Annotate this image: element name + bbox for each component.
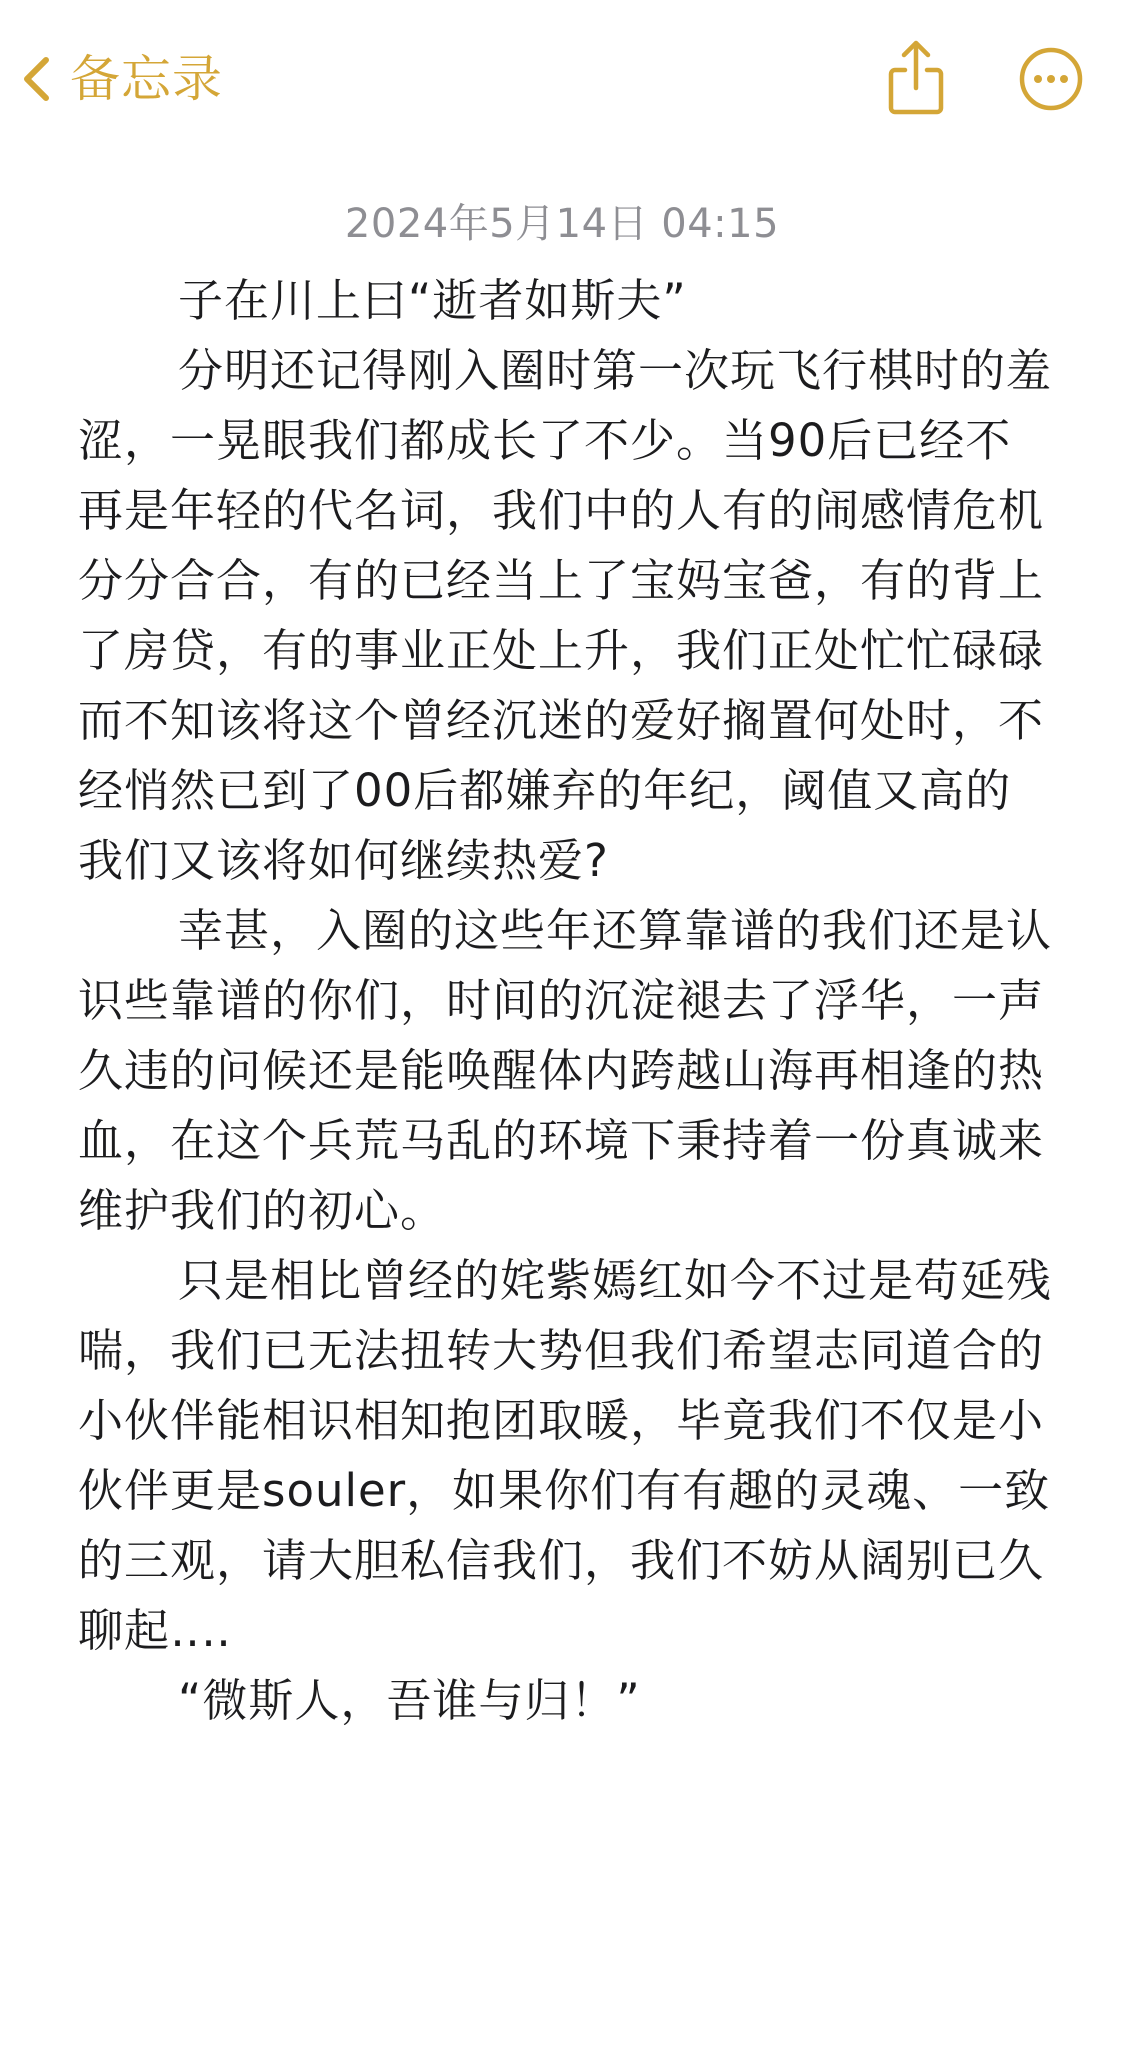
- share-button[interactable]: [886, 38, 946, 118]
- note-paragraph: 幸甚，入圈的这些年还算靠谱的我们还是认识些靠谱的你们，时间的沉淀褪去了浮华，一声久违的问候还是能唤醒体内跨越山海再相逢的热血，在这个兵荒马乱的环境下秉持着一份真诚来维护我们的初心。: [78, 904, 1053, 1237]
- note-paragraph: “微斯人，吾谁与归！”: [178, 1674, 641, 1727]
- back-button[interactable]: [22, 48, 223, 110]
- more-icon: [1018, 46, 1084, 112]
- chevron-left-icon: [22, 56, 50, 102]
- note-body[interactable]: [78, 266, 1054, 1736]
- note-paragraph: 分明还记得刚入圈时第一次玩飞行棋时的羞涩，一晃眼我们都成长了不少。当90后已经不再是年轻的代名词，我们中的人有的闹感情危机分分合合，有的已经当上了宝妈宝爸，有的背上了房贷，有的事业正处上升，我们正处忙忙碌碌而不知该将这个曾经沉迷的爱好搁置何处时，不经悄然已到了00后都嫌弃的年纪，阈值又高的我们又该将如何继续热爱?: [78, 344, 1053, 887]
- note-date: 2024年5月14日 04:15: [344, 201, 780, 247]
- share-icon: [886, 38, 946, 118]
- note-paragraph: 只是相比曾经的姹紫嫣红如今不过是苟延残喘，我们已无法扭转大势但我们希望志同道合的小伙伴能相识相知抱团取暖，毕竟我们不仅是小伙伴更是souler，如果你们有有趣的灵魂、一致的三观，请大胆私信我们，我们不妨从阔别已久聊起‥‥: [78, 1254, 1053, 1657]
- back-button-label: 备忘录: [70, 50, 223, 108]
- more-button[interactable]: [1018, 46, 1084, 112]
- navigation-bar: [0, 0, 1124, 160]
- note-paragraph: 子在川上曰“逝者如斯夫”: [178, 274, 687, 327]
